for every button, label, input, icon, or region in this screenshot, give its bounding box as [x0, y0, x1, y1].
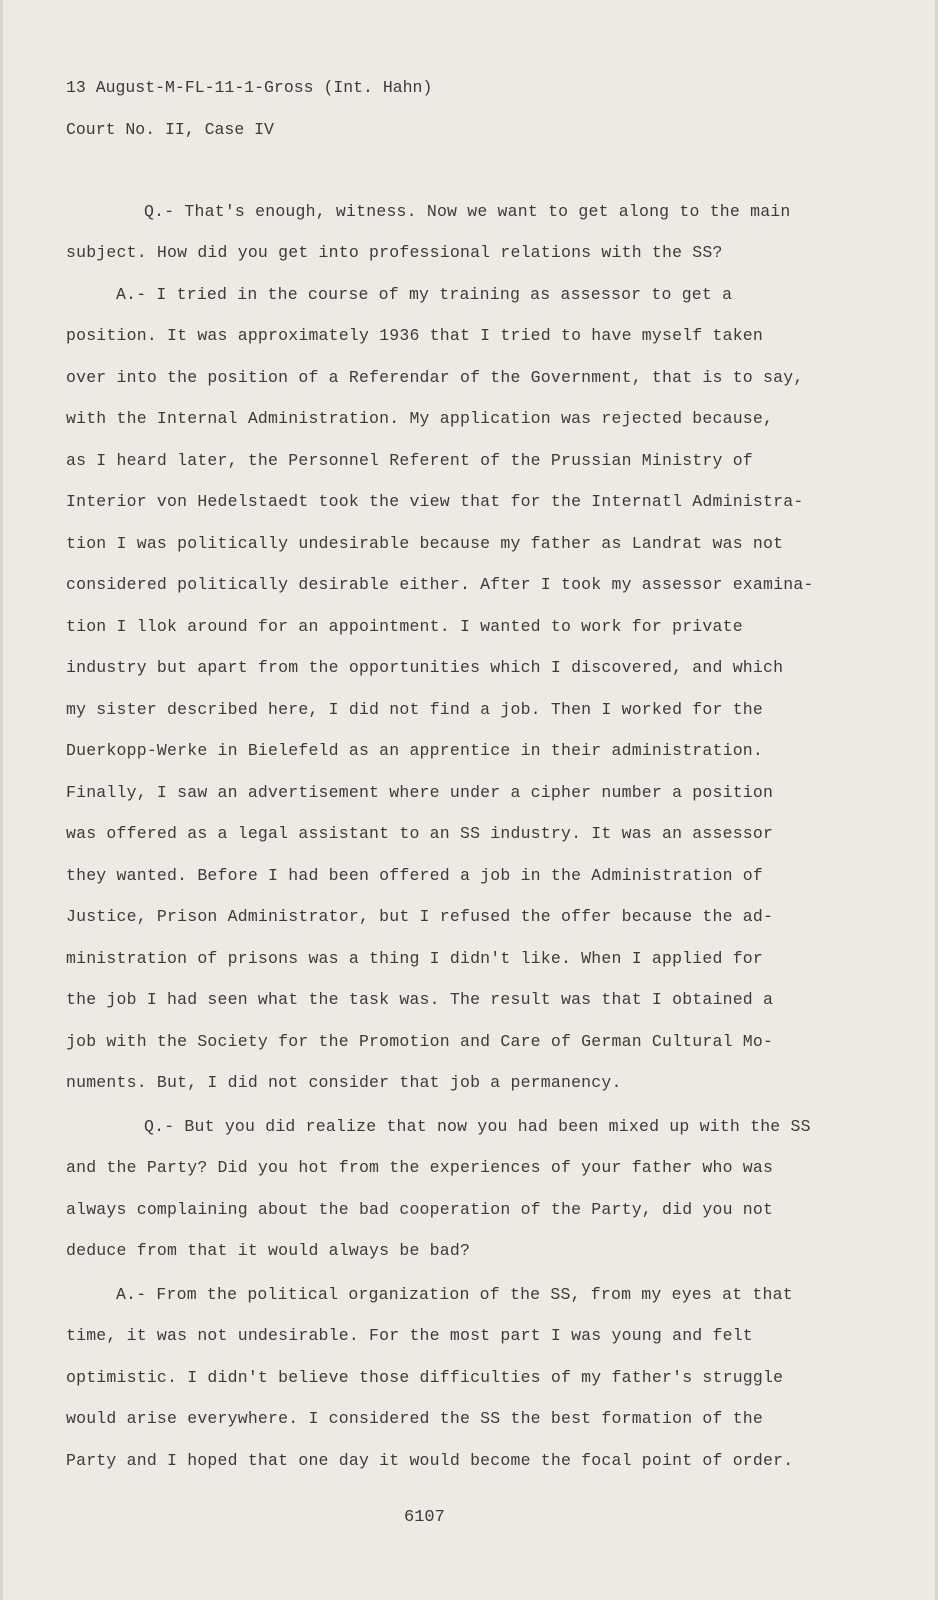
text-line-12: industry but apart from the opportunities which I discovered, and which: [66, 658, 784, 677]
text-line-28: time, it was not undesirable. For the most part I was young and felt: [66, 1326, 753, 1345]
text-line-24: and the Party? Did you hot from the experiences of your father who was: [66, 1158, 774, 1177]
file-reference: 13 August-M-FL-11-1-Gross (Int. Hahn): [66, 78, 433, 97]
text-line-15: Finally, I saw an advertisement where under a cipher number a position: [66, 783, 774, 802]
text-line-31: Party and I hoped that one day it would become the focal point of order.: [66, 1451, 794, 1470]
text-line-29: optimistic. I didn't believe those difficulties of my father's struggle: [66, 1368, 784, 1387]
text-line-22: numents. But, I did not consider that job a permanency.: [66, 1073, 622, 1092]
text-line-2: subject. How did you get into professional relations with the SS?: [66, 243, 723, 262]
text-line-7: as I heard later, the Personnel Referent of the Prussian Ministry of: [66, 451, 753, 470]
text-line-10: considered politically desirable either. After I took my assessor examina-: [66, 575, 814, 594]
text-line-5: over into the position of a Referendar of the Government, that is to say,: [66, 368, 804, 387]
page-number: 6107: [404, 1508, 445, 1527]
text-line-30: would arise everywhere. I considered the SS the best formation of the: [66, 1409, 764, 1428]
text-line-26: deduce from that it would always be bad?: [66, 1241, 471, 1260]
text-line-1: Q.- That's enough, witness. Now we want to get along to the main: [144, 202, 791, 221]
text-line-3: A.- I tried in the course of my training as assessor to get a: [116, 285, 733, 304]
text-line-11: tion I llok around for an appointment. I wanted to work for private: [66, 617, 743, 636]
text-line-6: with the Internal Administration. My application was rejected because,: [66, 409, 774, 428]
text-line-23: Q.- But you did realize that now you had been mixed up with the SS: [144, 1117, 811, 1136]
text-line-14: Duerkopp-Werke in Bielefeld as an apprentice in their administration.: [66, 741, 764, 760]
text-line-8: Interior von Hedelstaedt took the view that for the Internatl Administra-: [66, 492, 804, 511]
text-line-4: position. It was approximately 1936 that I tried to have myself taken: [66, 326, 764, 345]
text-line-13: my sister described here, I did not find a job. Then I worked for the: [66, 700, 764, 719]
text-line-21: job with the Society for the Promotion and Care of German Cultural Mo-: [66, 1032, 774, 1051]
text-line-27: A.- From the political organization of the SS, from my eyes at that: [116, 1285, 793, 1304]
text-line-17: they wanted. Before I had been offered a job in the Administration of: [66, 866, 764, 885]
text-line-18: Justice, Prison Administrator, but I refused the offer because the ad-: [66, 907, 774, 926]
text-line-16: was offered as a legal assistant to an SS industry. It was an assessor: [66, 824, 774, 843]
page-left-edge: [0, 0, 3, 1600]
text-line-9: tion I was politically undesirable because my father as Landrat was not: [66, 534, 784, 553]
text-line-19: ministration of prisons was a thing I didn't like. When I applied for: [66, 949, 764, 968]
text-line-20: the job I had seen what the task was. The result was that I obtained a: [66, 990, 774, 1009]
text-line-25: always complaining about the bad cooperation of the Party, did you not: [66, 1200, 774, 1219]
court-case: Court No. II, Case IV: [66, 120, 274, 139]
